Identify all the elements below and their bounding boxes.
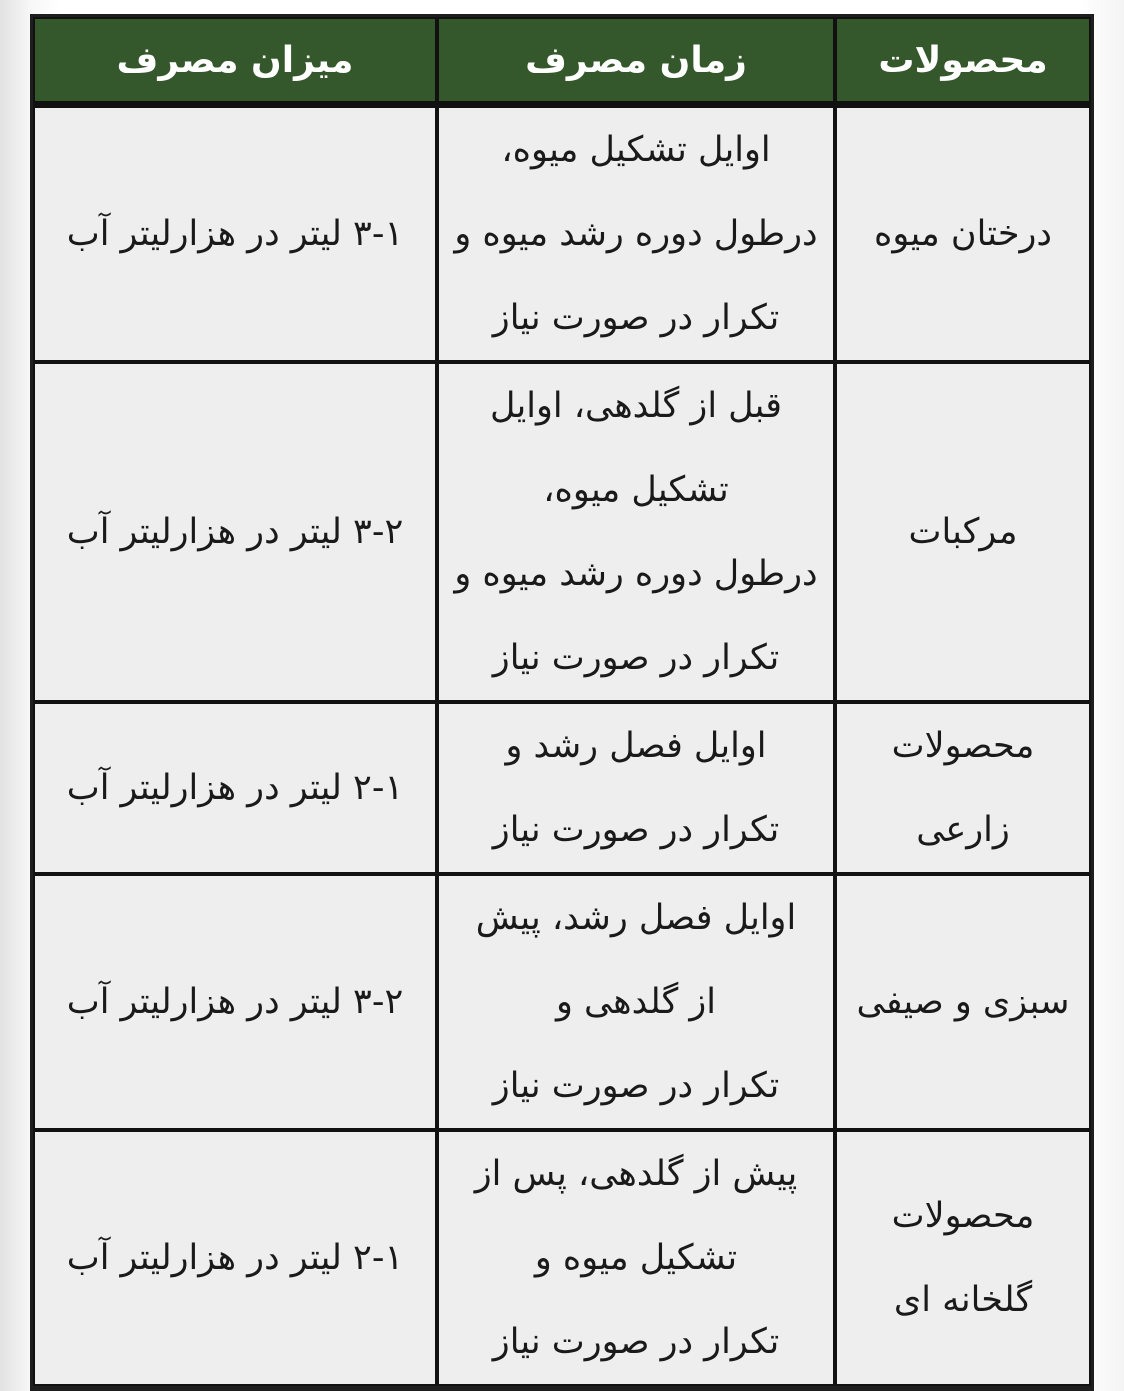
amount-line: ۳-۲ لیتر در هزارلیتر آب (66, 512, 404, 552)
usage-amount-cell (33, 1130, 437, 1386)
product-line: محصولات (891, 726, 1035, 766)
time-line: تکرار در صورت نیاز (492, 1322, 780, 1362)
product-cell (835, 362, 1091, 702)
product-line: زارعی (916, 810, 1010, 850)
product-line: گلخانه ای (893, 1280, 1033, 1320)
table-row (33, 106, 1091, 362)
table-row (33, 362, 1091, 702)
product-line: درختان میوه (874, 214, 1052, 254)
product-line: سبزی و صیفی (856, 982, 1070, 1022)
time-line: درطول دوره رشد میوه و (454, 214, 818, 254)
table-row (33, 702, 1091, 874)
product-cell (835, 1130, 1091, 1386)
usage-amount-cell (33, 874, 437, 1130)
fertilizer-usage-table (33, 17, 1091, 1386)
product-line: محصولات (891, 1196, 1035, 1236)
table-row (33, 874, 1091, 1130)
time-line: اوایل فصل رشد و (505, 726, 767, 766)
amount-line: ۳-۲ لیتر در هزارلیتر آب (66, 982, 404, 1022)
time-line: تکرار در صورت نیاز (492, 638, 780, 678)
amount-line: ۳-۱ لیتر در هزارلیتر آب (66, 214, 404, 254)
amount-line: ۲-۱ لیتر در هزارلیتر آب (66, 768, 404, 808)
time-line: تشکیل میوه، (543, 470, 729, 510)
product-line: مرکبات (908, 512, 1018, 552)
product-cell (835, 702, 1091, 874)
time-line: تشکیل میوه و (534, 1238, 738, 1278)
time-line: اوایل فصل رشد، پیش (475, 898, 797, 938)
usage-amount-cell (33, 702, 437, 874)
time-line: پیش از گلدهی، پس از (474, 1154, 798, 1194)
amount-line: ۲-۱ لیتر در هزارلیتر آب (66, 1238, 404, 1278)
time-line: تکرار در صورت نیاز (492, 298, 780, 338)
time-line: از گلدهی و (555, 982, 717, 1022)
usage-time-cell (437, 702, 835, 874)
usage-time-cell (437, 1130, 835, 1386)
header-usage-amount: میزان مصرف (33, 17, 437, 106)
usage-time-cell (437, 106, 835, 362)
usage-amount-cell (33, 106, 437, 362)
time-line: قبل از گلدهی، اوایل (490, 386, 782, 426)
header-row (33, 17, 1091, 106)
product-cell (835, 106, 1091, 362)
time-line: درطول دوره رشد میوه و (454, 554, 818, 594)
usage-time-cell (437, 874, 835, 1130)
time-line: تکرار در صورت نیاز (492, 810, 780, 850)
header-products: محصولات (835, 17, 1091, 106)
header-usage-time: زمان مصرف (437, 17, 835, 106)
table-row (33, 1130, 1091, 1386)
product-cell (835, 874, 1091, 1130)
usage-amount-cell (33, 362, 437, 702)
time-line: تکرار در صورت نیاز (492, 1066, 780, 1106)
usage-time-cell (437, 362, 835, 702)
time-line: اوایل تشکیل میوه، (501, 130, 771, 170)
